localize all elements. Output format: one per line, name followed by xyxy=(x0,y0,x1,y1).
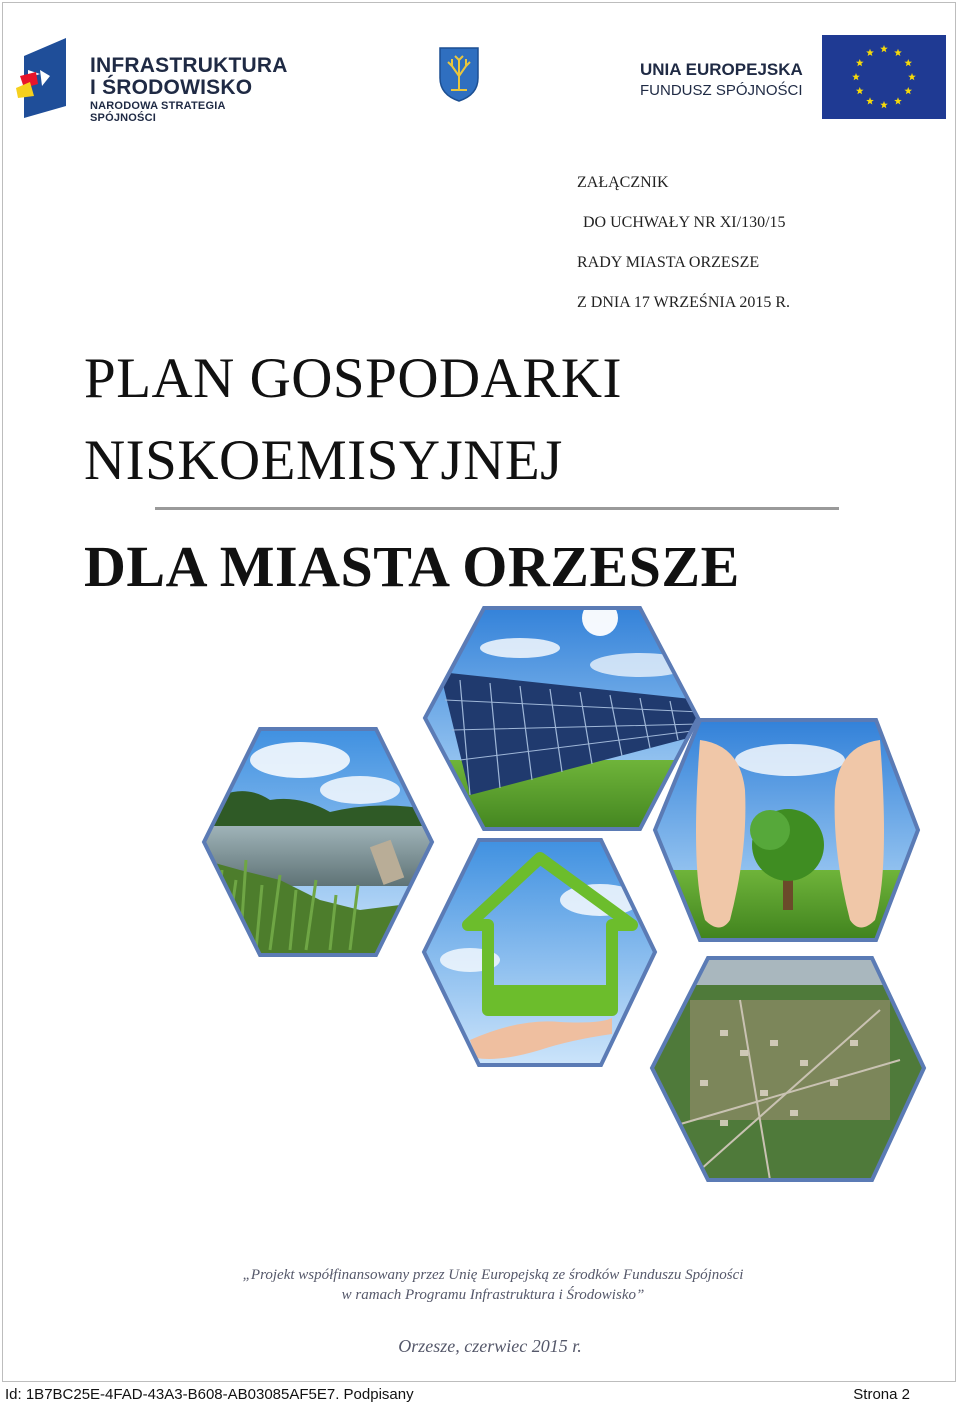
annex-line4: Z DNIA 17 WRZEŚNIA 2015 R. xyxy=(577,294,791,311)
eu-line2: FUNDUSZ SPÓJNOŚCI xyxy=(640,82,803,99)
town-aerial-image xyxy=(648,955,928,1185)
hands-tree-image xyxy=(650,715,925,945)
project-note-line1: „Projekt współfinansowany przez Unię Europejską ze środków Funduszu Spójności xyxy=(242,1267,744,1283)
project-note-line2: w ramach Programu Infrastruktura i Środowisko” xyxy=(341,1287,645,1303)
logo-is-line2: I ŚRODOWISKO xyxy=(90,76,253,99)
document-id: Id: 1B7BC25E-4FAD-43A3-B608-AB03085AF5E7. Podpisany xyxy=(5,1386,414,1403)
logo-is-line1: INFRASTRUKTURA xyxy=(90,54,288,77)
annex-line2: DO UCHWAŁY NR XI/130/15 xyxy=(583,214,786,231)
annex-line3: RADY MIASTA ORZESZE xyxy=(577,254,760,271)
title-line1: PLAN GOSPODARKI xyxy=(84,347,622,410)
page-number: Strona 2 xyxy=(853,1386,910,1403)
place-date: Orzesze, czerwiec 2015 r. xyxy=(398,1336,582,1356)
title-line2: NISKOEMISYJNEJ xyxy=(84,429,563,492)
solar-panels-image xyxy=(420,600,705,840)
title-line3: DLA MIASTA ORZESZE xyxy=(84,534,740,599)
logo-is-line3: NARODOWA STRATEGIA SPÓJNOŚCI xyxy=(90,100,226,124)
annex-line1: ZAŁĄCZNIK xyxy=(577,174,669,191)
green-house-image xyxy=(420,835,660,1070)
lake-image xyxy=(200,725,436,960)
eu-line1: UNIA EUROPEJSKA xyxy=(640,60,803,79)
